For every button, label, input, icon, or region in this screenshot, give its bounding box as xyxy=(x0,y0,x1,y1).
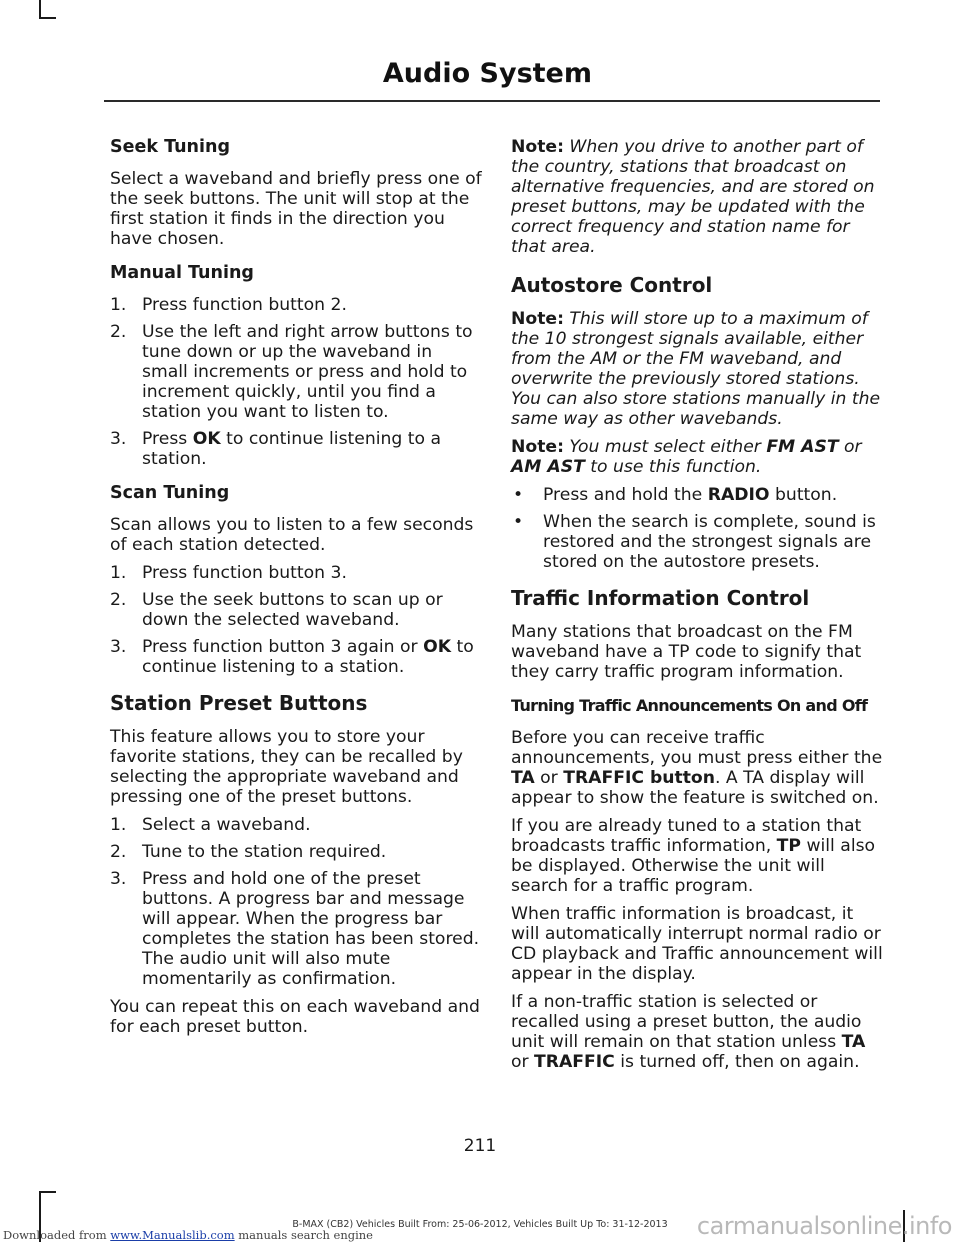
list-item xyxy=(110,295,482,315)
download-notice xyxy=(3,1228,373,1242)
list-item xyxy=(110,637,482,677)
traffic-button-label: TRAFFIC button xyxy=(563,768,715,788)
paragraph-text: will also be displayed. Otherwise the unit will search for a traffic program. xyxy=(511,836,876,896)
list-item xyxy=(110,429,482,469)
page-number: 211 xyxy=(463,1136,497,1156)
seek-tuning-text: Select a waveband and briefly press one of the seek buttons. The unit will stop at the first station it finds in the direction you have chosen. xyxy=(110,169,482,249)
list-item xyxy=(110,590,482,630)
station-preset-heading: Station Preset Buttons xyxy=(110,691,368,715)
step-text: Use the left and right arrow buttons to tune down or up the waveband in small increments or press and hold to increment quickly, until you find a station you want to listen to. xyxy=(142,322,473,422)
autostore-bullets xyxy=(511,485,883,572)
manual-tuning-heading: Manual Tuning xyxy=(110,263,254,283)
traffic-text: Many stations that broadcast on the FM waveband have a TP code to signify that they carry traffic program information. xyxy=(511,622,862,682)
station-preset-text: This feature allows you to store your favorite stations, they can be recalled by selecting the appropriate waveband and pressing one of the preset buttons. xyxy=(110,727,463,807)
bullet-text: When the search is complete, sound is restored and the strongest signals are stored on the autostore presets. xyxy=(543,512,876,572)
footer-vehicle-info: B-MAX (CB2) Vehicles Built From: 25-06-2012, Vehicles Built Up To: 31-12-2013 xyxy=(292,1219,668,1230)
paragraph-text: . A TA display will appear to show the feature is switched on. xyxy=(511,768,879,808)
paragraph-text: is turned off, then on again. xyxy=(614,1052,860,1072)
traffic-paragraph-2 xyxy=(511,816,883,896)
bullet-text: button. xyxy=(769,485,838,505)
station-preset-steps xyxy=(110,815,482,989)
note-alternative-frequencies xyxy=(511,137,883,257)
traffic-paragraph-4 xyxy=(511,992,883,1072)
ta-key-label: TA xyxy=(841,1032,866,1052)
am-ast-label: AM AST xyxy=(511,457,585,477)
note-label: Note: xyxy=(511,309,564,329)
traffic-key-label: TRAFFIC xyxy=(534,1052,615,1072)
step-text: to continue listening to a station. xyxy=(142,429,442,469)
scan-tuning-text: Scan allows you to listen to a few seconds of each station detected. xyxy=(110,515,474,555)
traffic-heading: Traffic Information Control xyxy=(511,586,810,610)
download-notice-text: Downloaded from xyxy=(3,1228,111,1242)
paragraph-text: or xyxy=(511,1052,535,1072)
step-number: 1. xyxy=(110,563,127,583)
step-number: 3. xyxy=(110,429,127,449)
traffic-paragraph-1 xyxy=(511,728,883,808)
radio-key-label: RADIO xyxy=(707,485,770,505)
paragraph-text: or xyxy=(534,768,564,788)
list-item xyxy=(110,563,482,583)
step-text: to continue listening to a station. xyxy=(142,637,474,677)
step-number: 1. xyxy=(110,295,127,315)
header-rule xyxy=(104,100,880,102)
step-number: 1. xyxy=(110,815,127,835)
bullet: • xyxy=(513,512,524,532)
page-header-title: Audio System xyxy=(382,58,592,89)
note-label: Note: xyxy=(511,437,564,457)
ok-key-label: OK xyxy=(192,429,221,449)
list-item xyxy=(110,842,482,862)
ta-key-label: TA xyxy=(511,768,535,788)
tp-label: TP xyxy=(776,836,801,856)
step-number: 3. xyxy=(110,637,127,657)
download-notice-text: manuals search engine xyxy=(234,1228,373,1242)
step-number: 2. xyxy=(110,590,127,610)
list-item xyxy=(511,485,883,505)
watermark: carmanualsonline.info xyxy=(696,1212,952,1240)
right-column xyxy=(511,137,883,1080)
note-text: This will store up to a maximum of the 10 strongest signals available, either from the AM or the FM waveband, and overwrite the previously stored stations. You can also store stations manually in the same way as other wavebands. xyxy=(511,309,881,429)
manualslib-link[interactable]: www.Manualslib.com xyxy=(110,1228,235,1242)
scan-tuning-steps xyxy=(110,563,482,677)
autostore-heading: Autostore Control xyxy=(511,273,713,297)
paragraph-text: Before you can receive traffic announcements, you must press either the xyxy=(511,728,883,768)
scan-tuning-heading: Scan Tuning xyxy=(110,483,230,503)
step-text: Use the seek buttons to scan up or down the selected waveband. xyxy=(142,590,443,630)
station-preset-outro: You can repeat this on each waveband and for each preset button. xyxy=(110,997,480,1037)
traffic-announcements-subheading: Turning Traffic Announcements On and Off xyxy=(511,696,868,715)
note-autostore-max xyxy=(511,309,883,429)
step-text: Press xyxy=(142,429,193,449)
step-text: Press function button 3. xyxy=(142,563,347,583)
list-item xyxy=(110,322,482,422)
traffic-paragraph-3: When traffic information is broadcast, it will automatically interrupt normal radio or CD playback and Traffic announcement will appear in the display. xyxy=(511,904,883,984)
step-number: 3. xyxy=(110,869,127,889)
step-text: Press and hold one of the preset buttons. A progress bar and message will appear. When the progress bar completes the station has been stored. The audio unit will also mute momentarily as confirmation. xyxy=(142,869,480,989)
step-text: Press function button 3 again or xyxy=(142,637,424,657)
crop-mark-top-left-vertical xyxy=(39,0,41,18)
note-text: When you drive to another part of the country, stations that broadcast on alternative frequencies, and are stored on preset buttons, may be updated with the correct frequency and station name for that area. xyxy=(511,137,875,257)
note-text: or xyxy=(838,437,862,457)
bullet-text: Press and hold the xyxy=(543,485,708,505)
paragraph-text: If you are already tuned to a station that broadcasts traffic information, xyxy=(511,816,862,856)
note-text: You must select either xyxy=(563,437,767,457)
list-item xyxy=(110,869,482,989)
step-text: Press function button 2. xyxy=(142,295,347,315)
step-text: Select a waveband. xyxy=(142,815,311,835)
note-label: Note: xyxy=(511,137,564,157)
crop-mark-top-left-horizontal xyxy=(39,17,56,19)
left-column xyxy=(110,137,482,1045)
list-item xyxy=(511,512,883,572)
fm-ast-label: FM AST xyxy=(766,437,839,457)
step-number: 2. xyxy=(110,842,127,862)
bullet: • xyxy=(513,485,524,505)
paragraph-text: If a non-traffic station is selected or recalled using a preset button, the audio unit will remain on that station unless xyxy=(511,992,862,1052)
ok-key-label: OK xyxy=(423,637,452,657)
note-autostore-select xyxy=(511,437,883,477)
step-number: 2. xyxy=(110,322,127,342)
step-text: Tune to the station required. xyxy=(142,842,387,862)
note-text: to use this function. xyxy=(584,457,762,477)
manual-tuning-steps xyxy=(110,295,482,469)
seek-tuning-heading: Seek Tuning xyxy=(110,137,230,157)
list-item xyxy=(110,815,482,835)
crop-mark-bottom-left-horizontal xyxy=(39,1191,56,1193)
